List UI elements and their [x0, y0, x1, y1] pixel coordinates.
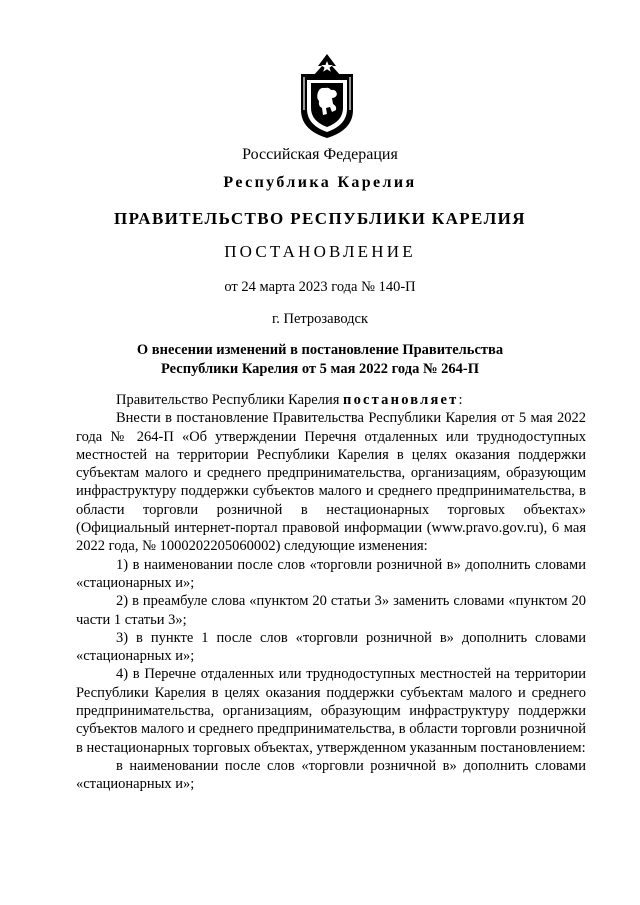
intro-suffix: :: [458, 392, 463, 408]
document-date-number: от 24 марта 2023 года № 140-П: [224, 279, 416, 295]
body-paragraph: в наименовании после слов «торговли розничной в» дополнить словами «стационарных и»;: [76, 757, 586, 793]
republic-name: Республика Карелия: [223, 174, 417, 191]
document-body: [76, 391, 586, 794]
document-title: [0, 341, 640, 379]
body-paragraph: 3) в пункте 1 после слов «торговли розничной в» дополнить словами «стационарных и»;: [76, 629, 586, 665]
document-city: г. Петрозаводск: [271, 311, 369, 327]
body-paragraph: 1) в наименовании после слов «торговли розничной в» дополнить словами «стационарных и»;: [76, 556, 586, 591]
government-title: ПРАВИТЕЛЬСТВО РЕСПУБЛИКИ КАРЕЛИЯ: [114, 209, 526, 228]
document-type: ПОСТАНОВЛЕНИЕ: [224, 242, 416, 261]
karelia-coat-of-arms-icon: [296, 52, 358, 140]
intro-emphasis: постановляет: [343, 392, 459, 408]
body-paragraph: Внести в постановление Правительства Республики Карелия от 5 мая 2022 года № 264-П «Об утверждении Перечня отдаленных или труднодоступных местностей на территории Республики Карелия в целях оказания поддержки субъектам малого и среднего предпринимательства, организациям, образующим инфраструктуру поддержки субъектов малого и среднего предпринимательства, в области торговли розничной в нестационарных торговых объектах» (Официальный интернет-портал правовой информации (www.pravo.gov.ru), 6 мая 2022 года, № 1000202205060002) следующие изменения:: [76, 410, 586, 555]
intro-prefix: Правительство Республики Карелия: [116, 392, 344, 408]
document-title-line-1: О внесении изменений в постановление Правительства: [136, 342, 504, 358]
document-title-line-2: Республики Карелия от 5 мая 2022 года № 264-П: [161, 361, 479, 377]
body-paragraph: 4) в Перечне отдаленных или труднодоступных местностей на территории Республики Карелия в целях оказания поддержки субъектам малого и среднего предпринимательства, организациям, образующим инфраструктуру поддержки субъектов малого и среднего предпринимательства, в области торговли розничной в нестационарных торговых объектах, утвержденном указанным постановлением:: [76, 666, 586, 756]
country-name: Российская Федерация: [242, 146, 398, 163]
intro-paragraph: [76, 391, 586, 409]
body-paragraph: 2) в преамбуле слова «пунктом 20 статьи 3» заменить словами «пунктом 20 части 1 статьи 3»;: [76, 593, 586, 628]
